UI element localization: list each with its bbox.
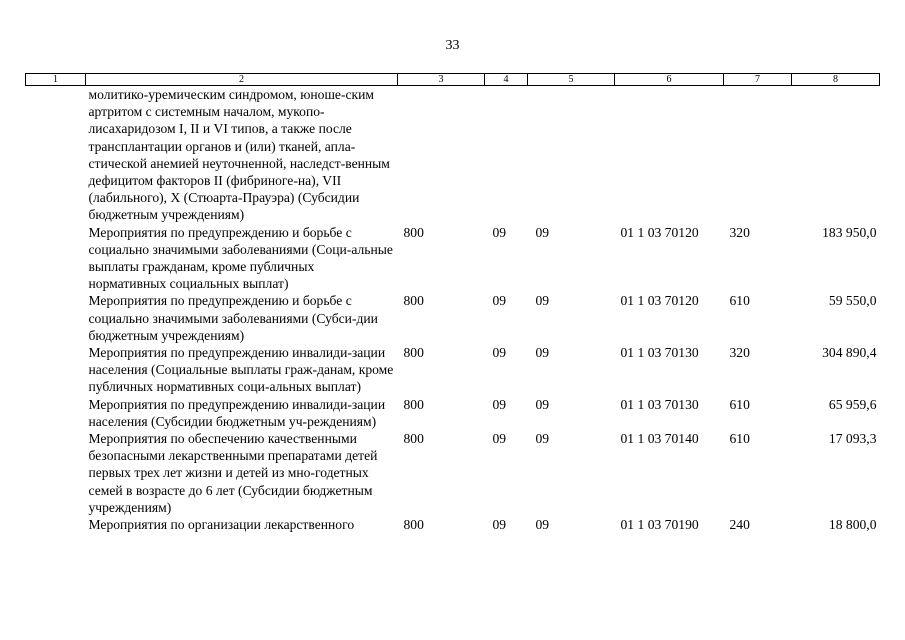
column-header: 1 (26, 74, 86, 86)
subsection-code: 09 (535, 517, 550, 533)
ministry-code: 800 (403, 431, 424, 447)
amount: 17 093,3 (828, 431, 877, 447)
table-header (26, 74, 880, 86)
column-header: 7 (724, 74, 792, 86)
expense-type-code: 610 (729, 431, 750, 447)
table-row (26, 516, 880, 533)
table-row (26, 224, 880, 293)
expense-name: Мероприятия по организации лекарственного (88, 517, 355, 533)
ministry-code: 800 (403, 396, 424, 412)
expense-type-code (724, 86, 792, 224)
expense-type-code: 240 (729, 517, 750, 533)
column-header: 3 (398, 74, 485, 86)
section-code: 09 (492, 224, 507, 240)
section-code: 09 (492, 517, 507, 533)
section-code (485, 86, 528, 224)
amount: 18 800,0 (828, 517, 877, 533)
table-row (26, 86, 880, 224)
row-number-cell (26, 292, 86, 344)
section-code: 09 (492, 431, 507, 447)
expense-type-code: 320 (729, 224, 750, 240)
ministry-code: 800 (403, 517, 424, 533)
ministry-code: 800 (403, 293, 424, 309)
column-header: 4 (485, 74, 528, 86)
subsection-code: 09 (535, 293, 550, 309)
section-code: 09 (492, 293, 507, 309)
row-number-cell (26, 396, 86, 430)
expense-name: Мероприятия по предупреждению и борьбе с социально значимыми заболеваниями (Соци-альные выплаты гражданам, кроме публичных нормативных социальных выплат) (88, 224, 393, 292)
target-article-code: 01 1 03 70190 (620, 517, 699, 533)
budget-table (25, 73, 880, 533)
expense-type-code: 610 (729, 293, 750, 309)
page-number: 33 (445, 38, 460, 53)
target-article-code (615, 86, 724, 224)
target-article-code: 01 1 03 70120 (620, 224, 699, 240)
subsection-code: 09 (535, 396, 550, 412)
expense-name: Мероприятия по предупреждению и борьбе с социально значимыми заболеваниями (Субси-дии бюджетным учреждениям) (88, 293, 378, 343)
subsection-code: 09 (535, 224, 550, 240)
amount: 183 950,0 (822, 224, 877, 240)
subsection-code: 09 (535, 431, 550, 447)
column-number-row (26, 74, 880, 86)
ministry-code: 800 (403, 345, 424, 361)
section-code: 09 (492, 396, 507, 412)
expense-type-code: 320 (729, 345, 750, 361)
target-article-code: 01 1 03 70140 (620, 431, 699, 447)
row-number-cell (26, 86, 86, 224)
ministry-code: 800 (403, 224, 424, 240)
table-row (26, 430, 880, 516)
table-row (26, 396, 880, 430)
column-header: 5 (528, 74, 615, 86)
column-header: 8 (792, 74, 880, 86)
expense-name: Мероприятия по обеспечению качественными безопасными лекарственными препаратами детей первых трех лет жизни и детей из мно-годетных семей в возрасте до 6 лет (Субсидии бюджетным учреждениям) (88, 431, 378, 515)
row-number-cell (26, 430, 86, 516)
amount: 65 959,6 (828, 396, 877, 412)
column-header: 6 (615, 74, 724, 86)
target-article-code: 01 1 03 70130 (620, 396, 699, 412)
subsection-code (528, 86, 615, 224)
table-row (26, 344, 880, 396)
expense-type-code: 610 (729, 396, 750, 412)
row-number-cell (26, 516, 86, 533)
column-header: 2 (86, 74, 398, 86)
amount (792, 86, 880, 224)
section-code: 09 (492, 345, 507, 361)
table-row (26, 292, 880, 344)
row-number-cell (26, 224, 86, 293)
target-article-code: 01 1 03 70120 (620, 293, 699, 309)
table-body (26, 86, 880, 534)
expense-name: Мероприятия по предупреждению инвалиди-зации населения (Субсидии бюджетным уч-реждениям) (88, 396, 386, 429)
expense-name: Мероприятия по предупреждению инвалиди-зации населения (Социальные выплаты граж-данам, кроме публичных нормативных соци-альных выплат) (88, 345, 394, 395)
amount: 59 550,0 (828, 293, 877, 309)
row-number-cell (26, 344, 86, 396)
ministry-code (398, 86, 485, 224)
target-article-code: 01 1 03 70130 (620, 345, 699, 361)
subsection-code: 09 (535, 345, 550, 361)
expense-name: молитико-уремическим синдромом, юноше-ским артритом с системным началом, мукопо-лисахаридозом I, II и VI типов, а также после трансплантации органов и (или) тканей, апла-стической анемией неуточненной, наследст-венным дефицитом факторов II (фибриноге-на), VII (лабильного), X (Стюарта-Прауэра) (Субсидии бюджетным учреждениям) (88, 87, 390, 223)
amount: 304 890,4 (822, 345, 877, 361)
